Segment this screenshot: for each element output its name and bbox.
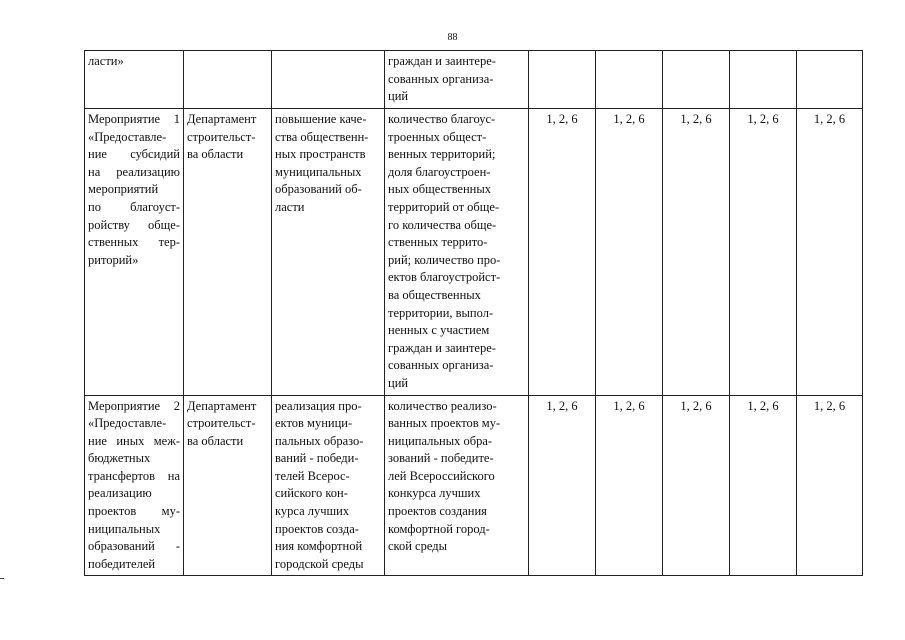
cell-text-line: венных территорий; bbox=[388, 147, 496, 162]
value-cell bbox=[797, 51, 863, 109]
cell-text-line: реализация про- bbox=[275, 398, 362, 413]
value-cell: 1, 2, 6 bbox=[730, 395, 797, 576]
cell-text-line: доля благоустроен- bbox=[388, 164, 491, 179]
cell-text-line: «Предоставле- bbox=[88, 416, 167, 431]
cell-text-line: граждан и заинтере- bbox=[388, 54, 496, 68]
cell-text-line: ва области bbox=[187, 433, 244, 448]
cell-text-line: победителей bbox=[88, 556, 156, 571]
cell-text-line: ства общественн- bbox=[275, 129, 369, 144]
cell-text-line: ваний - победи- bbox=[275, 451, 359, 466]
cell-text-line: строительст- bbox=[187, 416, 256, 431]
cell-text-line: мероприятий bbox=[88, 182, 159, 197]
cell-text-line: ственных террито- bbox=[388, 235, 488, 250]
cell-text-line: го количества обще- bbox=[388, 217, 497, 232]
cell-text-line: проектов му- bbox=[88, 504, 180, 519]
cell-text-line: граждан и заинтере- bbox=[388, 340, 496, 355]
value-cell bbox=[663, 51, 730, 109]
responsible-executor-cell bbox=[184, 109, 272, 396]
cell-text-line: проектов созда- bbox=[275, 521, 359, 536]
value-cell: 1, 2, 6 bbox=[663, 109, 730, 396]
cell-text-line: повышение каче- bbox=[275, 112, 367, 126]
cell-text-line: троенных общест- bbox=[388, 129, 487, 144]
cell-text-line: территории, выпол- bbox=[388, 305, 494, 320]
cell-text-line: лей Всероссийского bbox=[388, 468, 495, 483]
value-cell bbox=[596, 51, 663, 109]
cell-text-line: ных пространств bbox=[275, 147, 366, 162]
cell-text-line: «Предоставле- bbox=[88, 129, 167, 144]
cell-text-line: на реализацию bbox=[88, 164, 180, 179]
cell-text-line: ние иных меж- bbox=[88, 433, 180, 448]
cell-text-line: бюджетных bbox=[88, 451, 151, 466]
cell-text-line: ектов муници- bbox=[275, 416, 353, 431]
cell-text-line: комфортной город- bbox=[388, 521, 490, 536]
cell-text-line: Мероприятие 2 bbox=[88, 398, 180, 413]
cell-text-line: ниципальных bbox=[88, 521, 161, 536]
cell-text-line: образований - bbox=[88, 539, 180, 554]
cell-text-line: ных общественных bbox=[388, 182, 491, 197]
cell-text-line: количество благоус- bbox=[388, 112, 496, 126]
cell-text-line: ской среды bbox=[388, 539, 447, 554]
cell-text-line: Департамент bbox=[187, 398, 257, 413]
cell-text-line: образований об- bbox=[275, 182, 362, 197]
cell-text-line: муниципальных bbox=[275, 164, 362, 179]
page-number: 88 bbox=[447, 32, 458, 43]
responsible-executor-cell bbox=[184, 395, 272, 576]
value-cell bbox=[529, 51, 596, 109]
cell-text-line: территорий от обще- bbox=[388, 199, 500, 214]
cell-text-line: ласти bbox=[275, 199, 305, 214]
measure-name-cell bbox=[85, 109, 184, 396]
cell-text-line: ласти» bbox=[88, 54, 124, 68]
measures-table bbox=[84, 50, 863, 576]
cell-text-line: ций bbox=[388, 89, 409, 104]
cell-text-line: сованных организа- bbox=[388, 71, 494, 86]
indicator-cell bbox=[385, 109, 529, 396]
cell-text-line: ва области bbox=[187, 147, 244, 162]
measure-goal-cell bbox=[272, 109, 385, 396]
cell-text-line: ва общественных bbox=[388, 287, 481, 302]
cell-text-line: Департамент bbox=[187, 112, 257, 126]
cell-text-line: ванных проектов му- bbox=[388, 416, 501, 431]
table-row bbox=[85, 109, 863, 396]
cell-text-line: телей Всерос- bbox=[275, 468, 350, 483]
value-cell: 1, 2, 6 bbox=[797, 109, 863, 396]
cell-text-line: ектов благоустройст- bbox=[388, 270, 501, 285]
value-cell: 1, 2, 6 bbox=[797, 395, 863, 576]
measure-goal-cell bbox=[272, 395, 385, 576]
cell-text-line: трансфертов на bbox=[88, 468, 180, 483]
cell-text-line: строительст- bbox=[187, 129, 256, 144]
value-cell bbox=[730, 51, 797, 109]
value-cell: 1, 2, 6 bbox=[529, 395, 596, 576]
value-cell: 1, 2, 6 bbox=[596, 395, 663, 576]
cell-text-line: по благоуст- bbox=[88, 199, 180, 214]
cell-text-line: рий; количество про- bbox=[388, 252, 501, 267]
cell-text-line: ние субсидий bbox=[88, 147, 180, 162]
cell-text-line: ниципальных обра- bbox=[388, 433, 493, 448]
value-cell: 1, 2, 6 bbox=[529, 109, 596, 396]
cell-text-line: конкурса лучших bbox=[388, 486, 481, 501]
cell-text-line: зований - победите- bbox=[388, 451, 494, 466]
cell-text-line: реализацию bbox=[88, 486, 152, 501]
cell-text-line: риторий» bbox=[88, 252, 139, 267]
table-row bbox=[85, 395, 863, 576]
cell-text-line: ций bbox=[388, 375, 409, 390]
measure-name-cell bbox=[85, 395, 184, 576]
value-cell: 1, 2, 6 bbox=[730, 109, 797, 396]
value-cell: 1, 2, 6 bbox=[596, 109, 663, 396]
cell-text-line: пальных образо- bbox=[275, 433, 364, 448]
indicator-cell bbox=[385, 395, 529, 576]
table-row bbox=[85, 51, 863, 109]
scan-edge-mark bbox=[0, 578, 4, 579]
cell-text-line: ройству обще- bbox=[88, 217, 180, 232]
cell-text-line: сованных организа- bbox=[388, 358, 494, 373]
cell-text-line: сийского кон- bbox=[275, 486, 348, 501]
cell-text-line: ния комфортной bbox=[275, 539, 363, 554]
cell-text-line: курса лучших bbox=[275, 504, 350, 519]
cell-text-line: городской среды bbox=[275, 556, 364, 571]
cell-text-line: ненных с участием bbox=[388, 323, 490, 338]
measure-goal-cell bbox=[272, 51, 385, 109]
cell-text-line: Мероприятие 1 bbox=[88, 112, 180, 126]
cell-text-line: ственных тер- bbox=[88, 235, 180, 250]
measure-name-cell bbox=[85, 51, 184, 109]
cell-text-line: проектов создания bbox=[388, 504, 487, 519]
cell-text-line: количество реализо- bbox=[388, 398, 497, 413]
responsible-executor-cell bbox=[184, 51, 272, 109]
value-cell: 1, 2, 6 bbox=[663, 395, 730, 576]
indicator-cell bbox=[385, 51, 529, 109]
